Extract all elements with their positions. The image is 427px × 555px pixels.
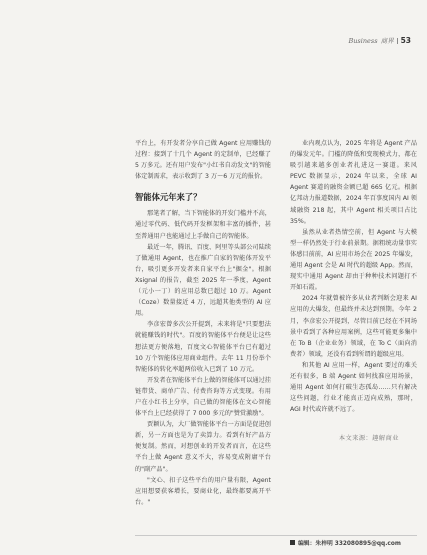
paragraph: 那笔者了解，当下智能体的开发门槛并不高，通过零代码、低代码开发框架和丰富的插件，甚至普通用户也能通过上手做自己的智能体。: [135, 210, 271, 240]
header-separator: [397, 38, 398, 44]
paragraph: 2024 年就曾被许多从业者判断会迎来 AI 应用的大爆发，但最终并未达到预期。今年 2 月，李彦宏公开提到，尽管目前已经在不同场景中看到了各种应用案例，这些可能更多集中在 To B（企业业务）领域，在 To C（面向消费者）领域，还没有看到所谓的超级应用。: [290, 295, 417, 358]
section-heading: 智能体元年来了？: [135, 192, 202, 203]
editor-credit: 编辑：朱梓明 332080895@qq.com: [298, 541, 401, 547]
section-divider-label: 商界: [380, 37, 394, 45]
paragraph: "文心、扣子这些平台的用户量有限，Agent 应用想要获客增长，要商业化，最终都要离开平台。": [135, 476, 271, 506]
footer-divider: [135, 535, 417, 536]
paragraph: 虽然从业者热情空前，但 Agent 与大模型一样仍然处于行业前景期。据粗统动量事实体感目前前，AI 应用市场会在 2025 年爆发，通用 Agent 会是 AI 时代的超级 App。然而，现实中通用 Agent 却由于种种技术问题打不开如石霞。: [290, 228, 417, 292]
paragraph: 最近一年，腾讯、百度、阿里等头部公司陆续了做通用 Agent，也在推广自家的智能体开发平台，吸引更多开发者来自家平台上"掘金"。根据 Xsignal 的报告，截至 2025 年一季度，Agent（元小一丁）的应用总数已超过 10 万。Agent（Coze）数量接近 4 万，远超其他类型的 AI 应用。: [135, 243, 271, 318]
left-column: [135, 138, 271, 508]
page-number: 53: [400, 36, 411, 45]
paragraph: 平台上，有开发者分享自己做 Agent 应用赚钱的过程：接到了十几个 Agent 的定制单，已经赚了 5 万多元。还有用户发布"小红书自动发文"的智能体定制需求，表示收到了 3 万～6 万元的报价。: [135, 140, 271, 181]
page-footer: [290, 538, 401, 547]
paragraph: 李彦宏曾多次公开提到，未来将是"只要想法就能赚钱的时代"。百度的智能体平台便是让这些想法更方便落地，百度文心智能体平台已有超过 10 万个智能体应用商业组件。去年 11 月份举个智能体的转化率超两倍收入已到了 10 万元。: [135, 321, 271, 373]
square-bullet-icon: [290, 540, 295, 545]
paragraph: 贾颖认为，大厂做智能体平台一方面是促进创新，另一方面也是为了卖算力。看到有好产品方便复制。然而，对想创业的开发者而言，在这些平台上做 Agent 意义不大，容易变成附庸平台的"副产品"。: [135, 421, 271, 473]
section-name: Business: [348, 36, 378, 45]
article-source: 本文来源：趣解商业: [338, 435, 399, 443]
paragraph: 业内观点认为，2025 年将是 Agent 产品的爆发元年。门槛的降低和变现模式力，都在吸引越来越多创业者扎进这一赛道。来风 PEVC 数据显示，2024 年以来，全球 AI Agent 赛道的融资金额已超 665 亿元。根据亿邦动力报道数据，2024 年百事度国内 AI 领域融资 218 起，其中 Agent 相关项目占比 35%。: [290, 140, 417, 225]
page-header: [348, 36, 411, 45]
paragraph: 和其他 AI 应用一样，Agent 要过的难关还有很多，B 端 Agent 如何找准应用场景，通用 Agent 如何打破生态孤岛……只有解决这些问题，行业才能真正迈向成熟，那时，AGI 时代或许就不远了。: [290, 361, 417, 414]
right-column: [290, 138, 417, 444]
paragraph: 开发者在智能体平台上做的智能体可以通过挂链带货、商单广告、付费咨询等方式变现。有用户在小红书上分享，自己做的智能体在文心智能体平台上已经获得了 7 000 多元的"赞赏激励"。: [135, 376, 271, 418]
